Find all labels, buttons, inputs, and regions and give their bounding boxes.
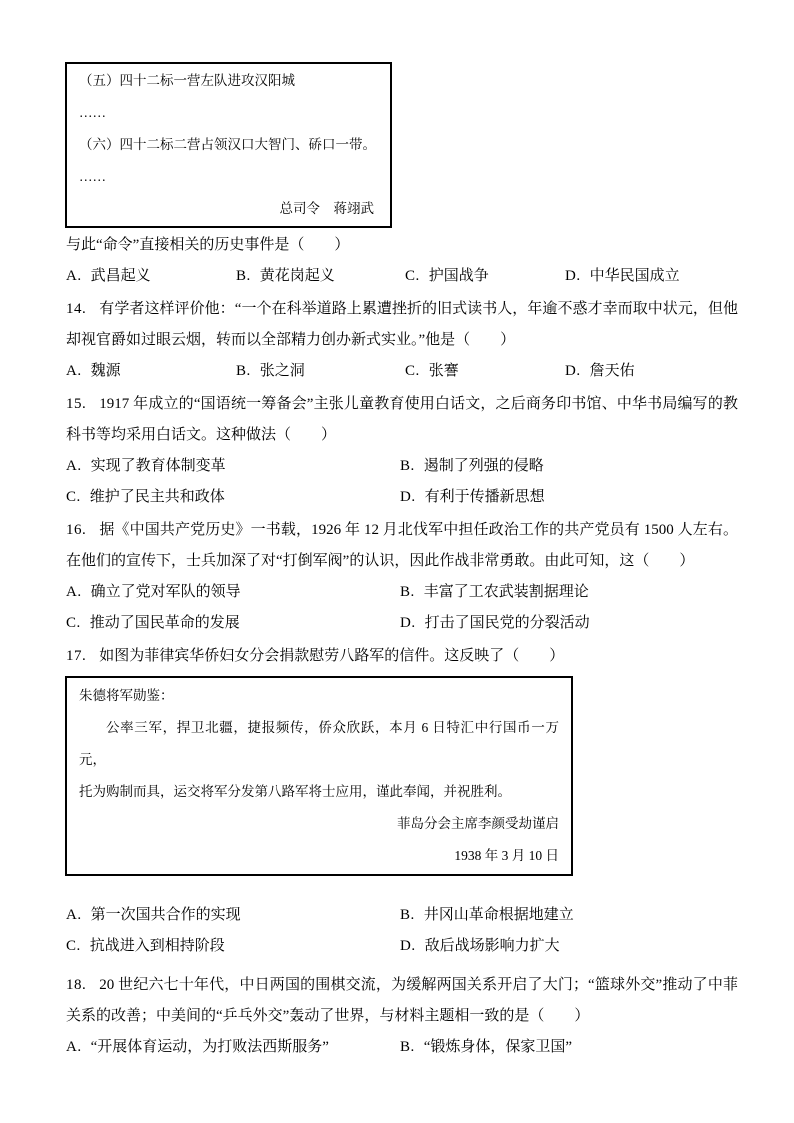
question-15-option-b — [400, 451, 738, 482]
command-ellipsis-1: …… — [79, 105, 106, 120]
question-17-option-d — [400, 931, 738, 962]
option-text: 井冈山革命根据地建立 — [423, 907, 574, 923]
option-text: 第一次国共合作的实现 — [90, 907, 241, 923]
option-label: B. — [400, 1039, 415, 1055]
question-16-options — [66, 577, 738, 639]
question-18-stem — [66, 970, 738, 1032]
option-text: 武昌起义 — [90, 268, 151, 284]
question-13-option-b — [236, 261, 405, 292]
option-text: 护国战争 — [428, 268, 489, 284]
letter-date: 1938 年 3 月 10 日 — [454, 848, 559, 863]
option-text: 黄花岗起义 — [259, 268, 335, 284]
question-18-stem-text: 20 世纪六七十年代，中日两国的围棋交流，为缓解两国关系开启了大门；“篮球外交”推动了中菲关系的改善；中美间的“乒乓外交”轰动了世界，与材料主题相一致的是（ ） — [66, 977, 738, 1024]
letter-body-line-2: 托为购制而具，运交将军分发第八路军将士应用，谨此奉闻，并祝胜利。 — [79, 784, 511, 799]
question-13-options — [66, 261, 738, 292]
question-13-option-d — [565, 261, 738, 292]
option-text: 推动了国民革命的发展 — [89, 615, 240, 631]
command-line-1: （五）四十二标一营左队进攻汉阳城 — [79, 73, 295, 88]
question-14-option-d — [565, 356, 738, 387]
question-16-stem — [66, 515, 738, 577]
question-16-number: 16. — [66, 522, 87, 538]
question-13-option-a — [66, 261, 236, 292]
option-text: “开展体育运动，为打败法西斯服务” — [90, 1039, 329, 1055]
option-label: D. — [565, 363, 581, 379]
option-text: 有利于传播新思想 — [424, 489, 545, 505]
option-label: A. — [66, 584, 82, 600]
question-16-option-c — [66, 608, 400, 639]
option-text: 打击了国民党的分裂活动 — [424, 615, 590, 631]
question-17-option-a — [66, 900, 400, 931]
letter-signer: 菲岛分会主席李颜受劫谨启 — [397, 816, 559, 831]
option-label: C. — [66, 938, 81, 954]
option-text: 遏制了列强的侵略 — [423, 458, 544, 474]
letter-body-line-1: 公率三军，捍卫北疆，捷报频传，侨众欣跃，本月 6 日特汇中行国币一万元， — [79, 720, 559, 767]
question-15-stem — [66, 389, 738, 451]
option-label: B. — [400, 907, 415, 923]
option-label: D. — [565, 268, 581, 284]
question-14-options — [66, 356, 738, 387]
command-signature: 总司令 蒋翊武 — [279, 201, 374, 216]
question-18-option-b — [400, 1032, 738, 1063]
question-16-option-b — [400, 577, 738, 608]
letter-salutation: 朱德将军勋鉴： — [79, 688, 174, 703]
question-13-stem — [66, 230, 738, 261]
option-text: 张之洞 — [259, 363, 305, 379]
question-16-stem-text: 据《中国共产党历史》一书载，1926 年 12 月北伐军中担任政治工作的共产党员有 1500 人左右。在他们的宣传下，士兵加深了对“打倒军阀”的认识，因此作战非常勇敢。由此可知，这（ ） — [66, 522, 738, 569]
question-15-options — [66, 451, 738, 513]
option-text: 中华民国成立 — [589, 268, 680, 284]
option-text: 魏源 — [90, 363, 121, 379]
question-16-option-a — [66, 577, 400, 608]
question-13-option-c — [405, 261, 565, 292]
command-line-2: （六）四十二标二营占领汉口大智门、硚口一带。 — [79, 137, 376, 152]
option-text: 丰富了工农武装割据理论 — [423, 584, 589, 600]
option-label: C. — [405, 363, 420, 379]
option-label: D. — [400, 938, 416, 954]
question-14-stem-text: 有学者这样评价他：“一个在科举道路上累遭挫折的旧式读书人，年逾不惑才幸而取中状元，但他却视官爵如过眼云烟，转而以全部精力创办新式实业。”他是（ ） — [66, 301, 738, 348]
option-label: B. — [236, 268, 251, 284]
question-17-number: 17. — [66, 648, 87, 664]
option-label: A. — [66, 363, 82, 379]
option-label: B. — [400, 458, 415, 474]
option-label: C. — [66, 615, 81, 631]
questions-area — [66, 230, 738, 1063]
question-14-option-c — [405, 356, 565, 387]
option-text: 詹天佑 — [589, 363, 635, 379]
option-text: 张謇 — [428, 363, 459, 379]
question-15-option-a — [66, 451, 400, 482]
command-ellipsis-2: …… — [79, 169, 106, 184]
question-13-stem-text: 与此“命令”直接相关的历史事件是（ ） — [66, 237, 350, 253]
question-15-option-c — [66, 482, 400, 513]
question-18-options — [66, 1032, 738, 1063]
option-label: D. — [400, 489, 416, 505]
option-text: 抗战进入到相持阶段 — [89, 938, 225, 954]
question-17-stem-text: 如图为菲律宾华侨妇女分会捐款慰劳八路军的信件。这反映了（ ） — [99, 648, 565, 664]
command-order-box — [65, 62, 392, 228]
question-18-option-a — [66, 1032, 400, 1063]
question-17-option-c — [66, 931, 400, 962]
option-label: D. — [400, 615, 416, 631]
option-label: A. — [66, 1039, 82, 1055]
option-text: 确立了党对军队的领导 — [90, 584, 241, 600]
question-14-stem — [66, 294, 738, 356]
option-label: C. — [66, 489, 81, 505]
option-text: 实现了教育体制变革 — [90, 458, 226, 474]
option-label: A. — [66, 458, 82, 474]
option-label: B. — [236, 363, 251, 379]
question-16-option-d — [400, 608, 738, 639]
question-17-options — [66, 900, 738, 962]
question-14-number: 14. — [66, 301, 87, 317]
question-17-stem — [66, 641, 738, 672]
option-label: A. — [66, 268, 82, 284]
question-15-stem-text: 1917 年成立的“国语统一筹备会”主张儿童教育使用白话文，之后商务印书馆、中华书局编写的教科书等均采用白话文。这种做法（ ） — [66, 396, 738, 443]
option-label: B. — [400, 584, 415, 600]
overseas-letter-box — [65, 676, 573, 876]
option-label: C. — [405, 268, 420, 284]
question-18-number: 18. — [66, 977, 87, 993]
question-15-number: 15. — [66, 396, 87, 412]
option-text: 维护了民主共和政体 — [89, 489, 225, 505]
option-label: A. — [66, 907, 82, 923]
option-text: 敌后战场影响力扩大 — [424, 938, 560, 954]
option-text: “锻炼身体，保家卫国” — [423, 1039, 573, 1055]
question-15-option-d — [400, 482, 738, 513]
question-14-option-a — [66, 356, 236, 387]
question-17-option-b — [400, 900, 738, 931]
question-14-option-b — [236, 356, 405, 387]
